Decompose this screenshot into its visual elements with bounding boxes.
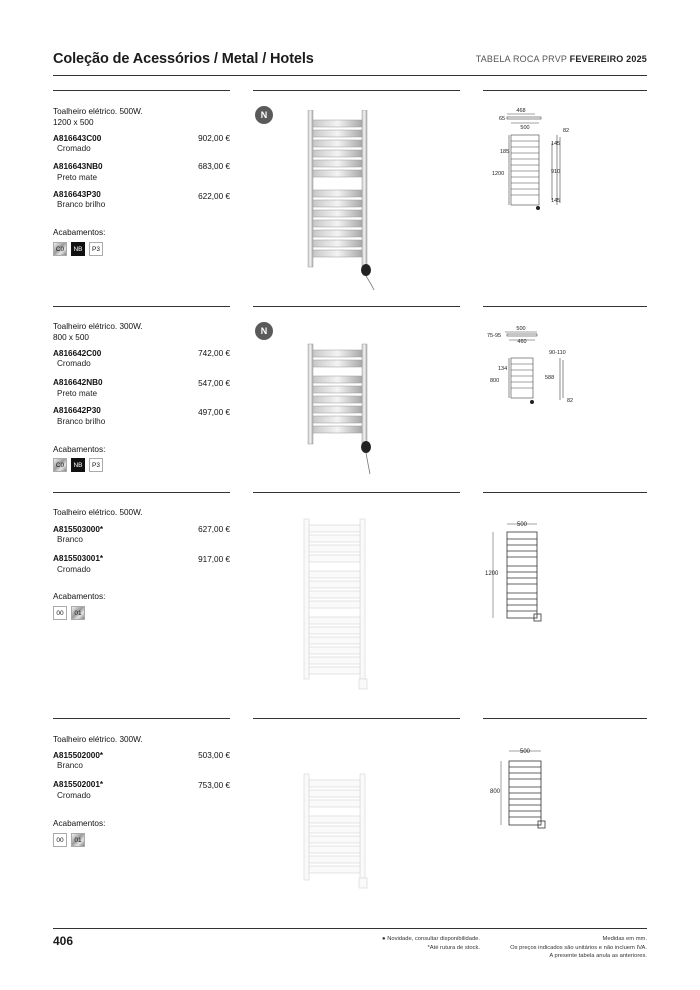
product-price: 497,00 € [198,408,230,417]
product-code: A816643P30 [53,190,101,199]
towel-rail-image [300,515,375,695]
footer-notes-right: Medidas em mm. Os preços indicados são unitários e não incluem IVA. A presente tabela anula as anteriores. [510,936,647,959]
finish-swatch-chrome: C0 [53,458,67,472]
product-variant: Cromado [57,144,91,153]
svg-text:145: 145 [551,141,561,147]
svg-text:468: 468 [516,108,526,114]
catalog-label [476,54,647,64]
finish-swatch-chrome: 01 [71,606,85,620]
section-rule [483,492,647,493]
product-variant: Branco brilho [57,417,106,426]
section-rule [253,306,460,307]
section-rule [253,492,460,493]
finish-swatch-black: NB [71,242,85,256]
catalog-edition: FEVEREIRO 2025 [569,54,647,64]
product-price: 622,00 € [198,192,230,201]
product-variant: Preto mate [57,389,98,398]
product-code: A816643C00 [53,134,102,143]
svg-text:82: 82 [567,398,574,404]
svg-text:500: 500 [519,749,531,755]
section-rule [483,306,647,307]
header-rule [53,75,647,76]
product-variant: Cromado [57,791,91,800]
product-price: 503,00 € [198,751,230,760]
product-price: 742,00 € [198,349,230,358]
product-variant: Branco [57,761,83,770]
towel-rail-image [300,340,380,480]
section-rule [53,718,230,719]
product-description: Toalheiro elétrico. 300W. [53,735,143,744]
product-code: A815502000* [53,751,104,760]
finish-swatch-white: P3 [89,458,103,472]
product-variant: Branco [57,535,83,544]
svg-text:500: 500 [516,522,528,528]
finishes-label: Acabamentos: [53,819,106,828]
product-price: 902,00 € [198,134,230,143]
finish-swatch-chrome: C0 [53,242,67,256]
footer-notes-left: ● Novidade, consultar disponibilidade. *Até rutura de stock. [382,936,480,951]
product-code: A816642P30 [53,406,101,415]
new-badge: N [255,322,273,340]
finish-swatch-black: NB [71,458,85,472]
technical-drawing [485,322,595,412]
towel-rail-image [300,110,380,290]
product-variant: Cromado [57,565,91,574]
product-price: 547,00 € [198,379,230,388]
product-description: Toalheiro elétrico. 300W. 800 x 500 [53,322,143,342]
svg-text:82: 82 [563,128,570,134]
svg-text:910: 910 [551,169,561,175]
page-title: Coleção de Acessórios / Metal / Hotels [53,51,314,67]
technical-drawing [485,105,595,220]
new-icon: ● [382,936,386,942]
finishes-label: Acabamentos: [53,592,106,601]
svg-text:145: 145 [551,198,561,204]
svg-text:500: 500 [516,326,526,332]
svg-text:800: 800 [490,378,500,384]
technical-drawing [485,745,565,835]
towel-rail-image [300,770,375,895]
section-rule [253,718,460,719]
section-rule [53,306,230,307]
product-code: A816643NB0 [53,162,103,171]
product-code: A816642NB0 [53,378,103,387]
svg-text:75-95: 75-95 [487,333,502,339]
product-code: A815503000* [53,525,104,534]
section-rule [53,90,230,91]
new-badge: N [255,106,273,124]
product-price: 627,00 € [198,525,230,534]
finish-swatch-chrome: 01 [71,833,85,847]
finish-swatch-white: 00 [53,833,67,847]
svg-text:134: 134 [498,366,508,372]
product-variant: Cromado [57,359,91,368]
svg-text:800: 800 [490,789,501,795]
svg-text:588: 588 [545,375,555,381]
product-price: 683,00 € [198,162,230,171]
section-rule [483,90,647,91]
product-code: A815503001* [53,554,104,563]
svg-text:500: 500 [520,125,530,131]
technical-drawing [485,518,565,628]
product-variant: Branco brilho [57,200,106,209]
finishes-label: Acabamentos: [53,445,106,454]
page-number: 406 [53,934,74,948]
catalog-prefix: TABELA ROCA PRVP [475,54,567,64]
product-price: 753,00 € [198,781,230,790]
svg-text:1200: 1200 [492,171,505,177]
product-description: Toalheiro elétrico. 500W. [53,508,143,517]
finishes-label: Acabamentos: [53,228,106,237]
svg-text:1200: 1200 [485,571,499,577]
product-description: Toalheiro elétrico. 500W. 1200 x 500 [53,107,143,127]
svg-text:90-110: 90-110 [549,350,566,356]
svg-text:460: 460 [517,339,527,345]
svg-text:185: 185 [500,149,510,155]
product-price: 917,00 € [198,555,230,564]
section-rule [483,718,647,719]
product-code: A816642C00 [53,349,102,358]
section-rule [253,90,460,91]
finish-swatch-white: P3 [89,242,103,256]
footer-rule [53,928,647,929]
product-code: A815502001* [53,780,104,789]
section-rule [53,492,230,493]
svg-text:65: 65 [499,116,506,122]
finish-swatch-white: 00 [53,606,67,620]
product-variant: Preto mate [57,173,98,182]
